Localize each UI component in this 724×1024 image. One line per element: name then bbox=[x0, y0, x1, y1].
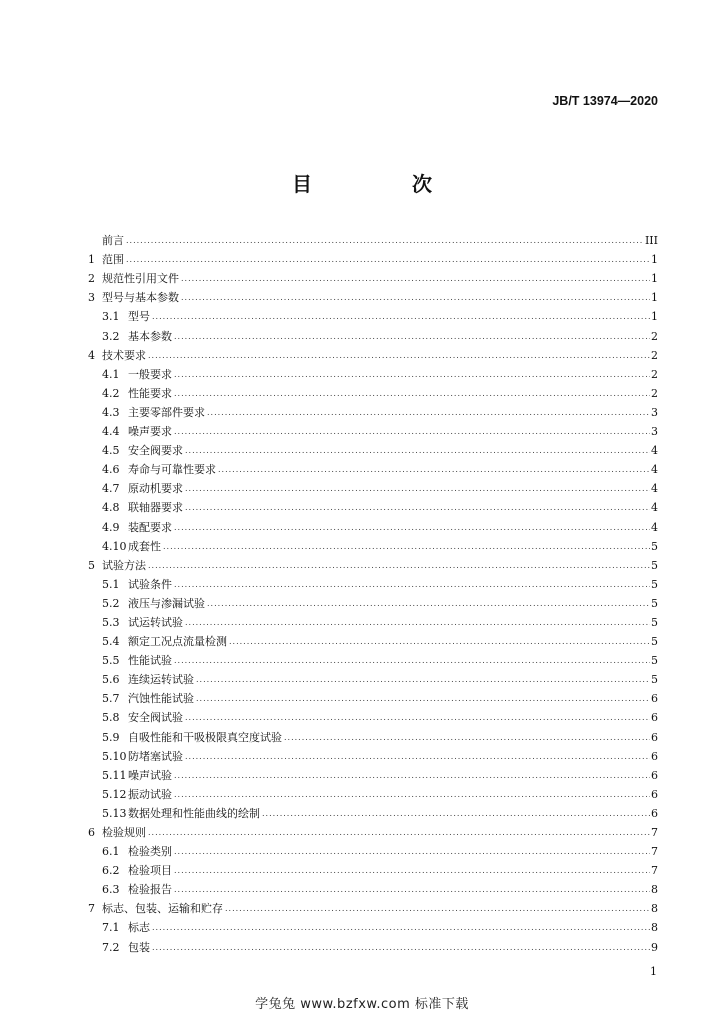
toc-entry-page: 1 bbox=[651, 253, 658, 267]
toc-dot-leader bbox=[174, 330, 650, 344]
toc-entry-page: 9 bbox=[651, 940, 658, 954]
toc-entry[interactable] bbox=[88, 935, 658, 954]
toc-entry-number: 4.7 bbox=[102, 482, 120, 496]
toc-entry-title: 自吸性能和干吸极限真空度试验 bbox=[128, 730, 282, 744]
toc-entry-title: 联轴器要求 bbox=[128, 501, 183, 515]
toc-entry[interactable] bbox=[88, 439, 658, 458]
table-of-contents bbox=[88, 229, 658, 955]
toc-entry[interactable] bbox=[88, 764, 658, 783]
toc-entry-page: 6 bbox=[651, 730, 658, 744]
toc-entry-title: 防堵塞试验 bbox=[128, 749, 183, 763]
toc-entry-number: 4.3 bbox=[102, 405, 120, 419]
toc-entry-number: 5.5 bbox=[102, 654, 120, 668]
toc-entry[interactable] bbox=[88, 802, 658, 821]
toc-entry-number: 5.9 bbox=[102, 730, 120, 744]
toc-dot-leader bbox=[152, 941, 650, 955]
toc-entry-title: 检验项目 bbox=[128, 864, 172, 878]
toc-entry-page: 5 bbox=[651, 654, 658, 668]
toc-entry-title: 型号与基本参数 bbox=[102, 291, 179, 305]
toc-entry-number: 5.7 bbox=[102, 692, 120, 706]
toc-entry-number: 5 bbox=[88, 558, 95, 572]
toc-entry[interactable] bbox=[88, 401, 658, 420]
toc-entry-title: 范围 bbox=[102, 253, 124, 267]
toc-entry-page: 5 bbox=[651, 539, 658, 553]
toc-entry-page: 4 bbox=[651, 501, 658, 515]
toc-dot-leader bbox=[181, 272, 650, 286]
toc-entry-number: 5.8 bbox=[102, 711, 120, 725]
toc-entry-page: 6 bbox=[651, 806, 658, 820]
toc-entry[interactable] bbox=[88, 783, 658, 802]
toc-dot-leader bbox=[181, 291, 650, 305]
toc-entry-number: 4.9 bbox=[102, 520, 120, 534]
toc-entry-title: 安全阀试验 bbox=[128, 711, 183, 725]
toc-entry-title: 检验报告 bbox=[128, 883, 172, 897]
toc-entry-title: 噪声试验 bbox=[128, 768, 172, 782]
toc-entry-title: 标志、包装、运输和贮存 bbox=[102, 902, 223, 916]
toc-dot-leader bbox=[225, 902, 650, 916]
toc-entry-title: 试验方法 bbox=[102, 558, 146, 572]
toc-entry-page: 5 bbox=[651, 577, 658, 591]
toc-entry-title: 装配要求 bbox=[128, 520, 172, 534]
toc-entry-number: 6 bbox=[88, 826, 95, 839]
toc-dot-leader bbox=[218, 463, 650, 477]
toc-entry[interactable] bbox=[88, 344, 658, 363]
toc-entry-number: 1 bbox=[88, 253, 95, 267]
toc-entry-title: 数据处理和性能曲线的绘制 bbox=[128, 806, 260, 820]
toc-dot-leader bbox=[174, 883, 650, 897]
toc-entry-title: 振动试验 bbox=[128, 787, 172, 801]
toc-entry-page: 2 bbox=[651, 348, 658, 362]
toc-entry[interactable] bbox=[88, 668, 658, 687]
toc-entry-title: 液压与渗漏试验 bbox=[128, 596, 205, 610]
toc-entry-page: 1 bbox=[651, 310, 658, 324]
toc-entry[interactable] bbox=[88, 840, 658, 859]
toc-entry-number: 4.2 bbox=[102, 386, 120, 400]
toc-entry-number: 6.3 bbox=[102, 883, 120, 897]
toc-entry-number: 5.6 bbox=[102, 673, 120, 687]
toc-entry[interactable] bbox=[88, 554, 658, 573]
toc-entry[interactable] bbox=[88, 229, 658, 248]
toc-entry-page: 1 bbox=[651, 272, 658, 286]
toc-entry-page: 1 bbox=[651, 291, 658, 305]
toc-entry-page: 7 bbox=[651, 864, 658, 878]
toc-entry-number: 4 bbox=[88, 348, 95, 362]
toc-entry-number: 7.1 bbox=[102, 921, 120, 935]
toc-entry[interactable] bbox=[88, 535, 658, 554]
toc-entry[interactable] bbox=[88, 630, 658, 649]
toc-dot-leader bbox=[185, 616, 650, 630]
toc-dot-leader bbox=[174, 387, 650, 401]
toc-dot-leader bbox=[185, 711, 650, 725]
toc-entry-title: 检验类别 bbox=[128, 845, 172, 859]
toc-dot-leader bbox=[152, 921, 650, 935]
toc-entry-title: 主要零部件要求 bbox=[128, 405, 205, 419]
toc-entry[interactable] bbox=[88, 897, 658, 916]
toc-entry[interactable] bbox=[88, 286, 658, 305]
toc-dot-leader bbox=[174, 769, 650, 783]
toc-dot-leader bbox=[185, 482, 650, 496]
toc-dot-leader bbox=[174, 425, 650, 439]
toc-entry-title: 一般要求 bbox=[128, 367, 172, 381]
toc-entry-title: 连续运转试验 bbox=[128, 673, 194, 687]
toc-dot-leader bbox=[207, 406, 650, 420]
toc-entry[interactable] bbox=[88, 878, 658, 897]
toc-entry-number: 5.3 bbox=[102, 615, 120, 629]
toc-entry-title: 检验规则 bbox=[102, 826, 146, 839]
toc-dot-leader bbox=[229, 635, 650, 649]
toc-entry-title: 性能试验 bbox=[128, 654, 172, 668]
toc-dot-leader bbox=[185, 444, 650, 458]
toc-entry-number: 3.2 bbox=[102, 329, 120, 343]
toc-entry-number: 5.10 bbox=[102, 749, 127, 763]
toc-entry-page: 2 bbox=[651, 367, 658, 381]
toc-dot-leader bbox=[174, 578, 650, 592]
toc-entry-number: 5.13 bbox=[102, 806, 127, 820]
toc-entry-title: 包装 bbox=[128, 940, 150, 954]
toc-dot-leader bbox=[185, 750, 650, 764]
toc-entry-page: 8 bbox=[651, 921, 658, 935]
toc-entry-page: 5 bbox=[651, 558, 658, 572]
watermark-text: 学兔兔 www.bzfxw.com 标准下载 bbox=[255, 997, 469, 1012]
toc-entry-page: 5 bbox=[651, 673, 658, 687]
toc-entry[interactable] bbox=[88, 859, 658, 878]
toc-dot-leader bbox=[148, 559, 650, 573]
toc-entry-page: 4 bbox=[651, 520, 658, 534]
toc-entry-page: 6 bbox=[651, 749, 658, 763]
toc-entry-page: 7 bbox=[651, 845, 658, 859]
toc-dot-leader bbox=[174, 368, 650, 382]
toc-entry[interactable] bbox=[88, 649, 658, 668]
toc-entry-number: 4.4 bbox=[102, 425, 120, 439]
toc-entry-page: 5 bbox=[651, 596, 658, 610]
toc-entry-page: 6 bbox=[651, 711, 658, 725]
toc-entry-title: 成套性 bbox=[128, 539, 161, 553]
toc-entry[interactable] bbox=[88, 706, 658, 725]
toc-entry-number: 5.12 bbox=[102, 787, 127, 801]
toc-entry-title: 基本参数 bbox=[128, 329, 172, 343]
toc-dot-leader bbox=[174, 654, 650, 668]
toc-entry[interactable] bbox=[88, 420, 658, 439]
toc-entry-number: 5.1 bbox=[102, 577, 120, 591]
toc-entry-page: 3 bbox=[651, 405, 658, 419]
toc-dot-leader bbox=[148, 349, 650, 363]
toc-entry-page: 4 bbox=[651, 444, 658, 458]
toc-entry[interactable] bbox=[88, 248, 658, 267]
toc-dot-leader bbox=[174, 788, 650, 802]
page-number: 1 bbox=[650, 965, 657, 978]
toc-entry[interactable] bbox=[88, 496, 658, 515]
toc-entry-page: 2 bbox=[651, 329, 658, 343]
toc-entry[interactable] bbox=[88, 821, 658, 840]
toc-entry-page: 7 bbox=[651, 826, 658, 839]
toc-dot-leader bbox=[185, 501, 650, 515]
toc-entry-title: 噪声要求 bbox=[128, 425, 172, 439]
toc-entry[interactable] bbox=[88, 324, 658, 343]
toc-entry-number: 5.2 bbox=[102, 596, 120, 610]
toc-entry-page: 6 bbox=[651, 787, 658, 801]
toc-entry-title: 额定工况点流量检测 bbox=[128, 635, 227, 649]
toc-entry-page: 4 bbox=[651, 482, 658, 496]
toc-entry[interactable] bbox=[88, 573, 658, 592]
toc-entry-number: 7.2 bbox=[102, 940, 120, 954]
standard-code: JB/T 13974—2020 bbox=[552, 94, 658, 108]
toc-entry[interactable] bbox=[88, 916, 658, 935]
toc-entry[interactable] bbox=[88, 305, 658, 324]
toc-entry-title: 标志 bbox=[128, 921, 150, 935]
toc-entry-title: 寿命与可靠性要求 bbox=[128, 463, 216, 477]
toc-entry[interactable] bbox=[88, 592, 658, 611]
toc-entry-number: 4.10 bbox=[102, 539, 127, 553]
toc-entry-title: 原动机要求 bbox=[128, 482, 183, 496]
toc-entry-number: 4.1 bbox=[102, 367, 120, 381]
toc-entry-title: 试验条件 bbox=[128, 577, 172, 591]
toc-entry-page: 6 bbox=[651, 768, 658, 782]
toc-entry[interactable] bbox=[88, 458, 658, 477]
toc-dot-leader bbox=[126, 234, 644, 248]
toc-entry-page: 5 bbox=[651, 635, 658, 649]
toc-entry-page: III bbox=[644, 234, 658, 248]
toc-entry-page: 5 bbox=[651, 615, 658, 629]
toc-entry-title: 规范性引用文件 bbox=[102, 272, 179, 286]
toc-dot-leader bbox=[174, 864, 650, 878]
toc-entry-title: 型号 bbox=[128, 310, 150, 324]
toc-entry-number: 5.11 bbox=[102, 768, 127, 782]
toc-dot-leader bbox=[196, 673, 650, 687]
toc-entry-number: 7 bbox=[88, 902, 95, 916]
toc-entry[interactable] bbox=[88, 363, 658, 382]
toc-entry[interactable] bbox=[88, 687, 658, 706]
toc-entry[interactable] bbox=[88, 725, 658, 744]
toc-entry-title: 前言 bbox=[102, 234, 124, 248]
toc-dot-leader bbox=[152, 310, 650, 324]
toc-entry[interactable] bbox=[88, 745, 658, 764]
toc-entry-number: 4.5 bbox=[102, 444, 120, 458]
toc-entry-number: 3 bbox=[88, 291, 95, 305]
toc-entry-number: 6.1 bbox=[102, 845, 120, 859]
toc-dot-leader bbox=[284, 731, 650, 745]
toc-entry-title: 安全阀要求 bbox=[128, 444, 183, 458]
toc-entry-title: 汽蚀性能试验 bbox=[128, 692, 194, 706]
toc-dot-leader bbox=[163, 540, 650, 554]
toc-entry-number: 4.6 bbox=[102, 463, 120, 477]
toc-entry[interactable] bbox=[88, 611, 658, 630]
toc-entry-page: 6 bbox=[651, 692, 658, 706]
toc-entry-page: 8 bbox=[651, 902, 658, 916]
toc-entry-number: 5.4 bbox=[102, 635, 120, 649]
toc-entry-title: 技术要求 bbox=[102, 348, 146, 362]
toc-entry-page: 4 bbox=[651, 463, 658, 477]
toc-entry-page: 8 bbox=[651, 883, 658, 897]
toc-entry-page: 3 bbox=[651, 425, 658, 439]
toc-entry-number: 2 bbox=[88, 272, 95, 286]
toc-dot-leader bbox=[207, 597, 650, 611]
toc-entry-number: 3.1 bbox=[102, 310, 120, 324]
toc-entry-number: 4.8 bbox=[102, 501, 120, 515]
toc-entry-number: 6.2 bbox=[102, 864, 120, 878]
toc-dot-leader bbox=[174, 845, 650, 859]
toc-dot-leader bbox=[174, 521, 650, 535]
toc-entry-title: 性能要求 bbox=[128, 386, 172, 400]
toc-entry-page: 2 bbox=[651, 386, 658, 400]
toc-dot-leader bbox=[126, 253, 650, 267]
toc-dot-leader bbox=[196, 692, 650, 706]
toc-entry-title: 试运转试验 bbox=[128, 615, 183, 629]
toc-entry[interactable] bbox=[88, 382, 658, 401]
toc-entry[interactable] bbox=[88, 477, 658, 496]
toc-dot-leader bbox=[148, 826, 650, 840]
toc-entry[interactable] bbox=[88, 267, 658, 286]
toc-dot-leader bbox=[262, 807, 650, 821]
page-title: 目 次 bbox=[292, 172, 472, 196]
toc-entry[interactable] bbox=[88, 515, 658, 534]
